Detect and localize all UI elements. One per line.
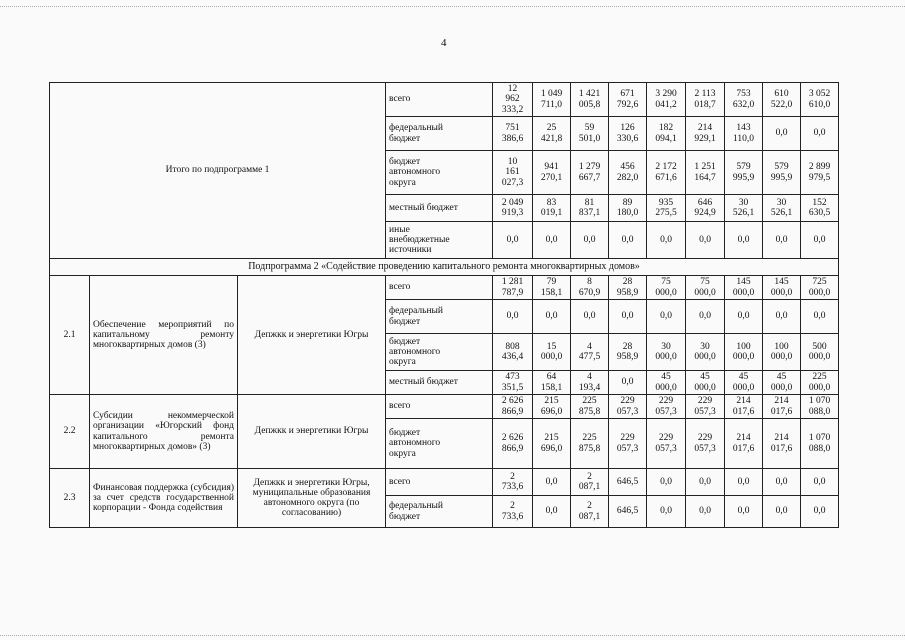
amount-cell-text: 100 000,0 — [770, 341, 793, 362]
funding-source-cell — [386, 222, 493, 259]
amount-cell — [571, 117, 609, 151]
amount-cell-text: 215 696,0 — [540, 433, 563, 454]
subtotal-label — [50, 83, 386, 259]
amount-cell-text: 0,0 — [506, 234, 519, 245]
amount-cell — [533, 83, 571, 117]
amount-cell-text: 753 632,0 — [732, 89, 755, 110]
funding-source-cell — [386, 195, 493, 222]
amount-cell — [533, 300, 571, 334]
amount-cell — [533, 276, 571, 300]
amount-cell — [763, 395, 801, 419]
amount-cell — [801, 469, 839, 496]
amount-cell — [763, 419, 801, 469]
amount-cell-text: 75 000,0 — [694, 277, 716, 298]
measure-number-text: 2.2 — [63, 426, 76, 437]
amount-cell — [647, 83, 686, 117]
amount-cell-text: 152 630,5 — [808, 197, 831, 218]
amount-cell — [725, 334, 763, 371]
amount-cell-text: 1 279 667,7 — [578, 162, 601, 183]
amount-cell — [493, 195, 533, 222]
amount-cell-text: 0,0 — [737, 506, 750, 517]
page-number: 4 — [441, 37, 447, 49]
amount-cell-text: 1 070 088,0 — [808, 396, 831, 417]
amount-cell — [571, 334, 609, 371]
amount-cell — [571, 371, 609, 395]
amount-cell — [686, 469, 725, 496]
amount-cell-text: 59 501,0 — [578, 123, 601, 144]
amount-cell-text: 4 193,4 — [578, 372, 601, 393]
measure-name — [90, 276, 238, 395]
measure-executor-text: Депжкк и энергетики Югры — [254, 329, 369, 340]
amount-cell-text: 8 670,9 — [578, 277, 601, 298]
amount-cell — [647, 334, 686, 371]
amount-cell-text: 214 017,6 — [770, 433, 793, 454]
amount-cell — [801, 334, 839, 371]
amount-cell-text: 100 000,0 — [732, 341, 755, 362]
amount-cell-text: 2 626 866,9 — [501, 396, 524, 417]
amount-cell-text: 2 899 979,5 — [808, 162, 831, 183]
measure-executor — [238, 395, 386, 469]
amount-cell-text: 0,0 — [775, 234, 788, 245]
amount-cell — [493, 300, 533, 334]
amount-cell — [493, 83, 533, 117]
amount-cell — [801, 496, 839, 528]
amount-cell-text: 0,0 — [775, 476, 788, 487]
funding-source-cell-text: бюджет автономного округа — [389, 157, 441, 188]
amount-cell-text: 2 733,6 — [501, 471, 524, 492]
amount-cell-text: 0,0 — [813, 476, 826, 487]
amount-cell — [725, 395, 763, 419]
amount-cell-text: 0,0 — [583, 311, 596, 322]
table-row — [50, 83, 839, 117]
amount-cell — [801, 395, 839, 419]
amount-cell — [686, 395, 725, 419]
amount-cell-text: 0,0 — [737, 476, 750, 487]
amount-cell — [609, 300, 647, 334]
amount-cell-text: 0,0 — [699, 311, 711, 322]
amount-cell-text: 225 875,8 — [578, 396, 601, 417]
amount-cell — [763, 276, 801, 300]
amount-cell — [763, 469, 801, 496]
amount-cell-text: 646,5 — [616, 476, 639, 487]
amount-cell-text: 0,0 — [621, 311, 634, 322]
amount-cell-text: 83 019,1 — [540, 197, 563, 218]
amount-cell — [647, 496, 686, 528]
funding-source-cell-text: местный бюджет — [389, 202, 458, 213]
amount-cell — [801, 151, 839, 195]
measure-executor — [238, 276, 386, 395]
funding-source-cell — [386, 469, 493, 496]
amount-cell-text: 671 792,6 — [616, 89, 639, 110]
amount-cell — [533, 371, 571, 395]
amount-cell-text: 725 000,0 — [808, 277, 831, 298]
amount-cell — [686, 83, 725, 117]
amount-cell — [763, 496, 801, 528]
amount-cell-text: 0,0 — [621, 377, 634, 388]
measure-number — [50, 469, 90, 528]
amount-cell — [533, 469, 571, 496]
funding-source-cell — [386, 334, 493, 371]
amount-cell-text: 3 290 041,2 — [655, 89, 677, 110]
amount-cell-text: 45 000,0 — [770, 372, 793, 393]
amount-cell-text: 28 958,9 — [616, 277, 639, 298]
measure-executor-text: Депжкк и энергетики Югры, муниципальные образования автономного округа (по согласованию) — [252, 477, 371, 519]
amount-cell — [571, 300, 609, 334]
amount-cell-text: 79 158,1 — [540, 277, 563, 298]
amount-cell — [801, 300, 839, 334]
funding-source-cell-text: всего — [389, 476, 411, 487]
amount-cell — [647, 151, 686, 195]
amount-cell-text: 610 522,0 — [770, 89, 793, 110]
amount-cell-text: 214 017,6 — [770, 396, 793, 417]
amount-cell — [533, 334, 571, 371]
funding-source-cell-text: бюджет автономного округа — [389, 336, 441, 368]
amount-cell-text: 0,0 — [699, 506, 711, 517]
amount-cell — [763, 83, 801, 117]
amount-cell — [686, 334, 725, 371]
amount-cell — [801, 419, 839, 469]
amount-cell — [571, 83, 609, 117]
amount-cell — [801, 195, 839, 222]
amount-cell-text: 0,0 — [545, 234, 558, 245]
amount-cell-text: 1 049 711,0 — [540, 89, 563, 110]
amount-cell — [533, 195, 571, 222]
subprogram-2-title — [50, 259, 839, 276]
amount-cell-text: 646 924,9 — [694, 197, 716, 218]
amount-cell — [571, 496, 609, 528]
funding-source-cell-text: всего — [389, 401, 411, 412]
amount-cell-text: 2 113 018,7 — [694, 89, 716, 110]
amount-cell — [493, 222, 533, 259]
amount-cell — [647, 419, 686, 469]
amount-cell — [647, 195, 686, 222]
funding-source-cell — [386, 395, 493, 419]
amount-cell-text: 0,0 — [699, 234, 711, 245]
amount-cell — [763, 371, 801, 395]
amount-cell — [686, 151, 725, 195]
amount-cell — [725, 276, 763, 300]
amount-cell-text: 145 000,0 — [770, 277, 793, 298]
funding-source-cell — [386, 300, 493, 334]
measure-name-text: Субсидии некоммерческой организации «Югорский фонд капитального ремонта многоквартирных домов» (3) — [93, 411, 234, 452]
scan-edge-bottom — [0, 635, 905, 640]
funding-source-cell-text: бюджет автономного округа — [389, 428, 441, 459]
budget-table — [49, 82, 839, 528]
funding-source-cell — [386, 276, 493, 300]
measure-number-text: 2.3 — [63, 492, 76, 503]
amount-cell-text: 0,0 — [737, 234, 750, 245]
amount-cell-text: 0,0 — [775, 128, 788, 139]
amount-cell-text: 215 696,0 — [540, 396, 563, 417]
amount-cell — [647, 395, 686, 419]
amount-cell-text: 935 275,5 — [655, 197, 677, 218]
amount-cell — [763, 334, 801, 371]
measure-executor-text: Депжкк и энергетики Югры — [254, 426, 369, 437]
amount-cell — [763, 222, 801, 259]
amount-cell-text: 30 000,0 — [655, 341, 677, 362]
amount-cell — [686, 222, 725, 259]
amount-cell-text: 0,0 — [813, 128, 826, 139]
table-row — [50, 469, 839, 496]
amount-cell-text: 28 958,9 — [616, 341, 639, 362]
amount-cell — [571, 395, 609, 419]
amount-cell-text: 0,0 — [660, 506, 672, 517]
scan-edge-top — [0, 0, 905, 7]
funding-source-cell-text: местный бюджет — [389, 377, 458, 388]
amount-cell — [686, 419, 725, 469]
amount-cell — [686, 496, 725, 528]
amount-cell — [609, 117, 647, 151]
amount-cell-text: 1 070 088,0 — [808, 433, 831, 454]
amount-cell-text: 45 000,0 — [732, 372, 755, 393]
amount-cell-text: 45 000,0 — [694, 372, 716, 393]
funding-source-cell-text: иные внебюджетные источники — [389, 224, 450, 256]
amount-cell — [763, 195, 801, 222]
amount-cell-text: 0,0 — [660, 311, 672, 322]
amount-cell-text: 229 057,3 — [616, 433, 639, 454]
amount-cell — [686, 371, 725, 395]
table-body — [50, 83, 839, 528]
amount-cell-text: 214 017,6 — [732, 433, 755, 454]
amount-cell — [763, 151, 801, 195]
amount-cell-text: 2 087,1 — [578, 501, 601, 522]
amount-cell — [609, 151, 647, 195]
amount-cell-text: 229 057,3 — [694, 433, 716, 454]
amount-cell — [725, 117, 763, 151]
amount-cell-text: 0,0 — [699, 476, 711, 487]
funding-source-cell-text: всего — [389, 94, 411, 105]
amount-cell-text: 0,0 — [545, 506, 558, 517]
funding-source-cell — [386, 496, 493, 528]
amount-cell — [725, 371, 763, 395]
amount-cell-text: 229 057,3 — [655, 433, 677, 454]
amount-cell — [801, 371, 839, 395]
funding-source-cell-text: федеральный бюджет — [389, 123, 444, 144]
amount-cell — [493, 469, 533, 496]
amount-cell-text: 0,0 — [775, 311, 788, 322]
amount-cell-text: 1 251 164,7 — [694, 162, 716, 183]
amount-cell-text: 2 626 866,9 — [501, 433, 524, 454]
amount-cell — [493, 334, 533, 371]
amount-cell — [571, 151, 609, 195]
amount-cell-text: 0,0 — [506, 311, 519, 322]
amount-cell-text: 456 282,0 — [616, 162, 639, 183]
measure-number — [50, 276, 90, 395]
amount-cell — [533, 496, 571, 528]
amount-cell — [647, 276, 686, 300]
amount-cell — [725, 469, 763, 496]
amount-cell — [801, 276, 839, 300]
amount-cell-text: 89 180,0 — [616, 197, 639, 218]
amount-cell — [801, 117, 839, 151]
amount-cell-text: 30 526,1 — [732, 197, 755, 218]
amount-cell — [686, 300, 725, 334]
amount-cell-text: 0,0 — [813, 506, 826, 517]
amount-cell — [609, 371, 647, 395]
amount-cell-text: 182 094,1 — [655, 123, 677, 144]
amount-cell-text: 808 436,4 — [501, 341, 524, 362]
amount-cell-text: 3 052 610,0 — [808, 89, 831, 110]
funding-source-cell — [386, 83, 493, 117]
funding-source-cell — [386, 117, 493, 151]
amount-cell-text: 225 000,0 — [808, 372, 831, 393]
measure-name — [90, 469, 238, 528]
amount-cell-text: 4 477,5 — [578, 341, 601, 362]
amount-cell-text: 2 172 671,6 — [655, 162, 677, 183]
amount-cell-text: 1 281 787,9 — [501, 277, 524, 298]
amount-cell-text: 0,0 — [737, 311, 750, 322]
amount-cell-text: 0,0 — [660, 476, 672, 487]
amount-cell — [686, 117, 725, 151]
amount-cell-text: 2 733,6 — [501, 501, 524, 522]
amount-cell-text: 579 995,9 — [770, 162, 793, 183]
measure-name — [90, 395, 238, 469]
measure-number — [50, 395, 90, 469]
amount-cell — [801, 83, 839, 117]
amount-cell — [533, 395, 571, 419]
amount-cell — [493, 151, 533, 195]
amount-cell-text: 10 161 027,3 — [501, 157, 524, 188]
subtotal-label-text: Итого по подпрограмме 1 — [165, 165, 270, 176]
amount-cell — [533, 222, 571, 259]
amount-cell-text: 25 421,8 — [540, 123, 563, 144]
amount-cell-text: 941 270,1 — [540, 162, 563, 183]
amount-cell — [609, 496, 647, 528]
amount-cell — [493, 395, 533, 419]
amount-cell — [647, 371, 686, 395]
table-row — [50, 395, 839, 419]
amount-cell-text: 0,0 — [813, 311, 826, 322]
amount-cell-text: 214 929,1 — [694, 123, 716, 144]
amount-cell — [763, 117, 801, 151]
table-row — [50, 276, 839, 300]
amount-cell — [609, 222, 647, 259]
amount-cell — [609, 334, 647, 371]
funding-source-cell — [386, 419, 493, 469]
funding-source-cell — [386, 371, 493, 395]
funding-source-cell-text: федеральный бюджет — [389, 306, 444, 327]
amount-cell-text: 0,0 — [583, 234, 596, 245]
measure-name-text: Финансовая поддержка (субсидия) за счет средств государственной корпорации - Фонда содействия — [93, 482, 234, 514]
amount-cell — [725, 151, 763, 195]
amount-cell — [725, 300, 763, 334]
amount-cell-text: 229 057,3 — [694, 396, 716, 417]
amount-cell-text: 2 049 919,3 — [501, 197, 524, 218]
funding-source-cell-text: всего — [389, 282, 411, 293]
amount-cell — [647, 469, 686, 496]
amount-cell — [725, 222, 763, 259]
amount-cell — [493, 276, 533, 300]
amount-cell — [493, 496, 533, 528]
amount-cell-text: 0,0 — [545, 476, 558, 487]
amount-cell-text: 81 837,1 — [578, 197, 601, 218]
amount-cell-text: 229 057,3 — [616, 396, 639, 417]
measure-name-text: Обеспечение мероприятий по капитальному ремонту многоквартирных домов (3) — [93, 319, 234, 351]
amount-cell — [571, 276, 609, 300]
amount-cell — [647, 222, 686, 259]
amount-cell-text: 214 017,6 — [732, 396, 755, 417]
amount-cell — [493, 419, 533, 469]
amount-cell — [609, 276, 647, 300]
amount-cell — [571, 195, 609, 222]
amount-cell-text: 2 087,1 — [578, 471, 601, 492]
amount-cell-text: 0,0 — [545, 311, 558, 322]
amount-cell-text: 0,0 — [660, 234, 672, 245]
amount-cell-text: 15 000,0 — [540, 341, 563, 362]
amount-cell-text: 225 875,8 — [578, 433, 601, 454]
amount-cell — [571, 419, 609, 469]
amount-cell — [725, 195, 763, 222]
amount-cell-text: 0,0 — [813, 234, 826, 245]
measure-executor — [238, 469, 386, 528]
funding-source-cell — [386, 151, 493, 195]
measure-number-text: 2.1 — [63, 329, 76, 340]
amount-cell — [647, 117, 686, 151]
amount-cell — [725, 83, 763, 117]
amount-cell — [609, 195, 647, 222]
amount-cell — [686, 195, 725, 222]
amount-cell — [493, 371, 533, 395]
amount-cell — [725, 419, 763, 469]
amount-cell — [533, 151, 571, 195]
amount-cell-text: 145 000,0 — [732, 277, 755, 298]
amount-cell-text: 30 000,0 — [694, 341, 716, 362]
amount-cell — [763, 300, 801, 334]
amount-cell-text: 579 995,9 — [732, 162, 755, 183]
amount-cell-text: 500 000,0 — [808, 341, 831, 362]
amount-cell — [609, 395, 647, 419]
amount-cell — [686, 276, 725, 300]
amount-cell-text: 126 330,6 — [616, 123, 639, 144]
amount-cell-text: 143 110,0 — [733, 123, 755, 144]
amount-cell-text: 473 351,5 — [501, 372, 524, 393]
amount-cell — [609, 419, 647, 469]
amount-cell — [801, 222, 839, 259]
amount-cell — [493, 117, 533, 151]
amount-cell-text: 229 057,3 — [655, 396, 677, 417]
amount-cell-text: 1 421 005,8 — [578, 89, 601, 110]
amount-cell-text: 75 000,0 — [655, 277, 677, 298]
subprogram-header-row — [50, 259, 839, 276]
amount-cell — [609, 83, 647, 117]
amount-cell — [647, 300, 686, 334]
funding-source-cell-text: федеральный бюджет — [389, 501, 444, 522]
amount-cell-text: 751 386,6 — [501, 123, 524, 144]
amount-cell — [571, 222, 609, 259]
amount-cell-text: 646,5 — [616, 506, 639, 517]
amount-cell-text: 45 000,0 — [655, 372, 677, 393]
amount-cell — [609, 469, 647, 496]
subprogram-2-title-text: Подпрограмма 2 «Содействие проведению капитального ремонта многоквартирных домов» — [248, 260, 640, 272]
amount-cell — [533, 117, 571, 151]
amount-cell-text: 0,0 — [775, 506, 788, 517]
amount-cell-text: 64 158,1 — [540, 372, 563, 393]
amount-cell-text: 0,0 — [621, 234, 634, 245]
amount-cell-text: 30 526,1 — [770, 197, 793, 218]
amount-cell-text: 12 962 333,2 — [501, 84, 524, 115]
amount-cell — [725, 496, 763, 528]
amount-cell — [571, 469, 609, 496]
amount-cell — [533, 419, 571, 469]
